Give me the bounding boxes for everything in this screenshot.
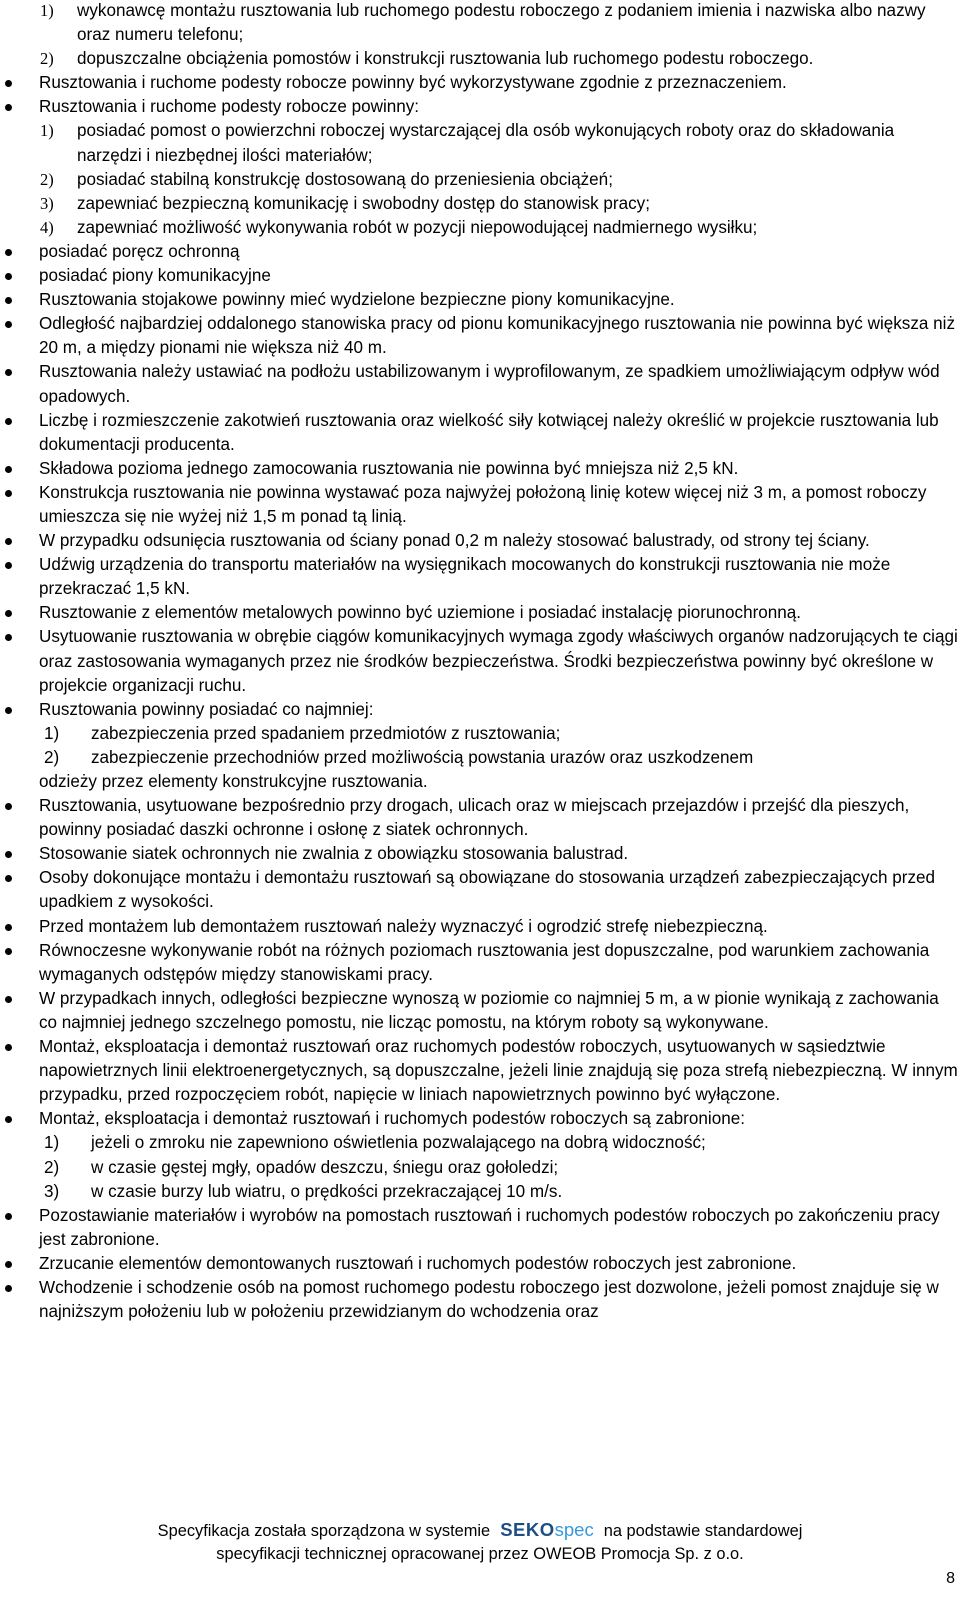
item-text: posiadać poręcz ochronną — [39, 241, 240, 261]
item-text: posiadać stabilną konstrukcję dostosowaną do przeniesienia obciążeń; — [77, 169, 613, 189]
item-text: Pozostawianie materiałów i wyrobów na pomostach rusztowań i ruchomych podestów roboczych po zakończeniu pracy jest zabronione. — [39, 1205, 940, 1249]
bullet-item — [0, 95, 960, 119]
bullet-item — [0, 288, 960, 312]
logo-seko: SEKO — [500, 1519, 555, 1540]
item-text: Składowa pozioma jednego zamocowania rusztowania nie powinna być mniejsza niż 2,5 kN. — [39, 458, 739, 478]
item-text: W przypadku odsunięcia rusztowania od ściany ponad 0,2 m należy stosować balustrady, od strony tej ściany. — [39, 531, 870, 551]
numbered-item — [0, 1156, 960, 1180]
item-number: 2) — [44, 747, 60, 767]
item-text: Zrzucanie elementów demontowanych rusztowań i ruchomych podestów roboczych jest zabronione. — [39, 1253, 797, 1273]
bullet-item — [0, 794, 960, 842]
footer — [0, 1519, 960, 1565]
item-text: Stosowanie siatek ochronnych nie zwalnia z obowiązku stosowania balustrad. — [39, 844, 629, 864]
item-text: Osoby dokonujące montażu i demontażu rusztowań są obowiązane do stosowania urządzeń zabezpieczających przed upadkiem z wysokości. — [39, 868, 936, 912]
item-text: zabezpieczenie przechodniów przed możliwością powstania urazów oraz uszkodzenem — [91, 747, 754, 767]
bullet-item — [0, 1276, 960, 1324]
item-text: Montaż, eksploatacja i demontaż rusztowań oraz ruchomych podestów roboczych, usytuowanych w sąsiedztwie napowietrznych linii elektroenergetycznych, są dopuszczalne, jeżeli linie znajdują się poza strefą niebezpieczną. W innym przypadku, przed rozpoczęciem robót, napięcie w liniach napowietrznych powinno być wyłączone. — [39, 1037, 958, 1105]
bullet-item — [0, 312, 960, 360]
bullet-item — [0, 601, 960, 625]
item-text: Liczbę i rozmieszczenie zakotwień rusztowania oraz wielkość siły kotwiącej należy określić w projekcie rusztowania lub dokumentacji producenta. — [39, 410, 939, 454]
bullet-item — [0, 1035, 960, 1107]
item-text: w czasie gęstej mgły, opadów deszczu, śniegu oraz gołoledzi; — [91, 1157, 559, 1177]
item-text: Rusztowania powinny posiadać co najmniej: — [39, 699, 374, 719]
item-number: 4) — [40, 217, 54, 237]
item-text: zapewniać bezpieczną komunikację i swobodny dostęp do stanowisk pracy; — [77, 193, 650, 213]
bullet-item — [0, 625, 960, 697]
numbered-item — [0, 119, 960, 167]
item-number: 2) — [40, 49, 54, 69]
item-text: Usytuowanie rusztowania w obrębie ciągów komunikacyjnych wymaga zgody właściwych organów nadzorujących te ciągi oraz zastosowania wymaganych przez nie środków bezpieczeństwa. Środki bezpieczeństwa powinny być określone w projekcie organizacji ruchu. — [39, 627, 958, 695]
item-text: Wchodzenie i schodzenie osób na pomost ruchomego podestu roboczego jest dozwolone, jeżeli pomost znajduje się w najniższym położeniu lub w położeniu przewidzianym do wchodzenia oraz — [39, 1277, 939, 1322]
bullet-item — [0, 1252, 960, 1276]
footer-line-1 — [0, 1519, 960, 1543]
item-text: W przypadkach innych, odległości bezpieczne wynoszą w poziomie co najmniej 5 m, a w pionie wynikają z zachowania co najmniej jednego szczelnego pomostu, nie licząc pomostu, na którym roboty są wykonywane. — [39, 988, 939, 1032]
item-text: Rusztowania, usytuowane bezpośrednio przy drogach, ulicach oraz w miejscach przejazdów i przejść dla pieszych, powinny posiadać daszki ochronne i osłonę z siatek ochronnych. — [39, 796, 910, 840]
bullet-item — [0, 987, 960, 1035]
numbered-item — [0, 216, 960, 240]
bullet-item — [0, 71, 960, 95]
bullet-item — [0, 409, 960, 457]
bullet-item — [0, 529, 960, 553]
footer-text-before-logo: Specyfikacja została sporządzona w systemie — [157, 1522, 491, 1540]
bullet-item — [0, 939, 960, 987]
item-text: Udźwig urządzenia do transportu materiałów na wysięgnikach mocowanych do konstrukcji rusztowania nie może przekraczać 1,5 kN. — [39, 555, 891, 599]
bullet-item — [0, 481, 960, 529]
footer-line-2: specyfikacji technicznej opracowanej przez OWEOB Promocja Sp. z o.o. — [216, 1544, 744, 1563]
item-number: 2) — [40, 169, 54, 189]
sekospec-logo — [500, 1519, 594, 1540]
bullet-item — [0, 1107, 960, 1131]
item-text: Konstrukcja rusztowania nie powinna wystawać poza najwyżej położoną linię kotew więcej niż 3 m, a pomost roboczy umieszcza się nie wyżej niż 1,5 m ponad tą linią. — [39, 482, 927, 526]
bullet-item — [0, 264, 960, 288]
numbered-item — [0, 1180, 960, 1204]
item-number: 3) — [44, 1181, 60, 1201]
item-text: posiadać pomost o powierzchni roboczej wystarczającej dla osób wykonujących roboty oraz do składowania narzędzi i niezbędnej ilości materiałów; — [77, 121, 895, 165]
bullet-item — [0, 866, 960, 914]
bullet-item — [0, 698, 960, 722]
footer-text-after-logo: na podstawie standardowej — [603, 1522, 803, 1540]
item-text: Rusztowania i ruchome podesty robocze powinny być wykorzystywane zgodnie z przeznaczeniem. — [39, 73, 787, 93]
item-text: dopuszczalne obciążenia pomostów i konstrukcji rusztowania lub ruchomego podestu roboczego. — [77, 49, 814, 69]
numbered-item — [0, 722, 960, 746]
item-text: Rusztowanie z elementów metalowych powinno być uziemione i posiadać instalację piorunochronną. — [39, 603, 802, 623]
item-text: Rusztowania i ruchome podesty robocze powinny: — [39, 97, 420, 117]
item-text: Równoczesne wykonywanie robót na różnych poziomach rusztowania jest dopuszczalne, pod warunkiem zachowania wymaganych odstępów między stanowiskami pracy. — [39, 940, 930, 984]
item-text: zapewniać możliwość wykonywania robót w pozycji niepowodującej nadmiernego wysiłku; — [77, 217, 758, 237]
item-text: Montaż, eksploatacja i demontaż rusztowań i ruchomych podestów roboczych są zabronione: — [39, 1109, 745, 1129]
item-text: posiadać piony komunikacyjne — [39, 266, 271, 286]
item-number: 3) — [40, 193, 54, 213]
item-text: Odległość najbardziej oddalonego stanowiska pracy od pionu komunikacyjnego rusztowania nie powinna być większa niż 20 m, a między pionami nie większa niż 40 m. — [39, 314, 956, 358]
item-number: 1) — [40, 1, 54, 20]
numbered-item — [0, 168, 960, 192]
item-text-continuation: odzieży przez elementy konstrukcyjne rusztowania. — [39, 772, 428, 791]
numbered-item — [0, 1131, 960, 1155]
item-number: 2) — [44, 1157, 60, 1177]
item-number: 1) — [40, 121, 54, 141]
numbered-item — [0, 192, 960, 216]
item-number: 1) — [44, 723, 60, 743]
item-text: Rusztowania należy ustawiać na podłożu ustabilizowanym i wyprofilowanym, ze spadkiem umożliwiającym odpływ wód opadowych. — [39, 362, 940, 406]
bullet-item — [0, 360, 960, 408]
item-text: jeżeli o zmroku nie zapewniono oświetlenia pozwalającego na dobrą widoczność; — [91, 1133, 706, 1153]
item-text: Rusztowania stojakowe powinny mieć wydzielone bezpieczne piony komunikacyjne. — [39, 290, 675, 310]
item-text: Przed montażem lub demontażem rusztowań należy wyznaczyć i ogrodzić strefę niebezpieczną. — [39, 916, 768, 936]
bullet-item — [0, 915, 960, 939]
numbered-item — [0, 746, 960, 794]
bullet-item — [0, 842, 960, 866]
item-text: wykonawcę montażu rusztowania lub ruchomego podestu roboczego z podaniem imienia i nazwiska albo nazwy oraz numeru telefonu; — [77, 1, 926, 45]
page-number: 8 — [946, 1570, 955, 1587]
bullet-item — [0, 457, 960, 481]
item-number: 1) — [44, 1133, 60, 1153]
item-text: zabezpieczenia przed spadaniem przedmiotów z rusztowania; — [91, 723, 561, 743]
numbered-item — [0, 0, 960, 47]
logo-spec: spec — [554, 1519, 594, 1540]
item-text: w czasie burzy lub wiatru, o prędkości przekraczającej 10 m/s. — [91, 1181, 563, 1201]
bullet-item — [0, 553, 960, 601]
bullet-item — [0, 240, 960, 264]
numbered-item — [0, 47, 960, 71]
bullet-item — [0, 1204, 960, 1252]
